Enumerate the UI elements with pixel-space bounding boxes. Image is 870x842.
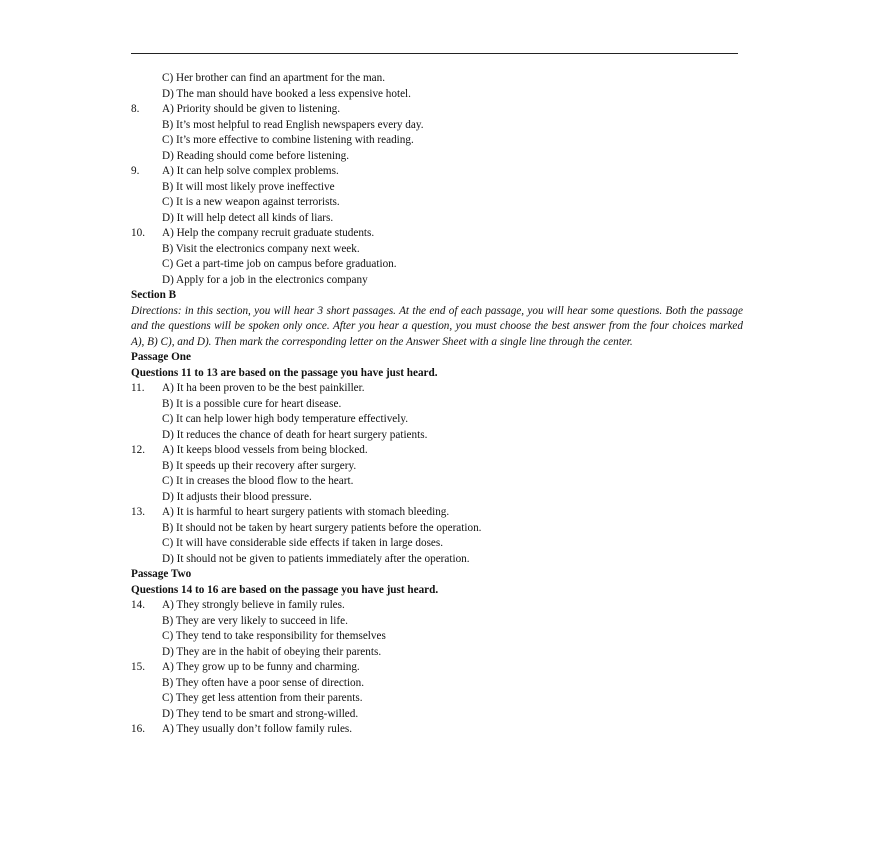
- question-number: 11.: [131, 382, 145, 394]
- option-text: D) Apply for a job in the electronics company: [162, 273, 368, 286]
- passage-intro: Questions 14 to 16 are based on the passage you have just heard.: [131, 583, 439, 596]
- option-text: B) It will most likely prove ineffective: [162, 180, 335, 193]
- option-line: [131, 707, 743, 723]
- option-text: D) Reading should come before listening.: [162, 149, 350, 162]
- question-number: 14.: [131, 599, 145, 611]
- question-number: 8.: [131, 103, 140, 115]
- option-text: B) It’s most helpful to read English newspapers every day.: [162, 118, 424, 131]
- question-9: [131, 164, 743, 180]
- option-text: A) Help the company recruit graduate students.: [162, 227, 375, 239]
- option-text: A) Priority should be given to listening.: [162, 103, 341, 115]
- passage-title: Passage Two: [131, 568, 192, 580]
- option-line: [131, 273, 743, 289]
- question-8: [131, 102, 743, 118]
- question-number: 9.: [131, 165, 140, 177]
- option-line: [131, 536, 743, 552]
- option-text: D) The man should have booked a less expensive hotel.: [162, 87, 411, 100]
- question-11: [131, 381, 743, 397]
- passage-intro: Questions 11 to 13 are based on the passage you have just heard.: [131, 366, 438, 379]
- option-line: [131, 397, 743, 413]
- option-line: [131, 133, 743, 149]
- option-line: [131, 629, 743, 645]
- question-number: 13.: [131, 506, 145, 518]
- option-line: [131, 87, 743, 103]
- option-line: [131, 149, 743, 165]
- header-rule: [131, 53, 738, 54]
- question-12: [131, 443, 743, 459]
- option-text: A) It ha been proven to be the best painkiller.: [162, 382, 365, 394]
- option-text: B) They often have a poor sense of direction.: [162, 676, 365, 689]
- question-14: [131, 598, 743, 614]
- option-text: D) They tend to be smart and strong-willed.: [162, 707, 359, 720]
- option-text: B) Visit the electronics company next week.: [162, 242, 360, 255]
- option-text: C) It’s more effective to combine listening with reading.: [162, 134, 414, 146]
- option-line: [131, 459, 743, 475]
- passage-title: Passage One: [131, 351, 191, 363]
- question-10: [131, 226, 743, 242]
- option-line: [131, 645, 743, 661]
- option-text: D) It reduces the chance of death for heart surgery patients.: [162, 428, 428, 441]
- option-text: D) They are in the habit of obeying their parents.: [162, 645, 382, 658]
- option-line: [131, 521, 743, 537]
- option-line: [131, 614, 743, 630]
- option-line: [131, 71, 743, 87]
- option-line: [131, 474, 743, 490]
- option-text: A) They usually don’t follow family rules.: [162, 723, 353, 735]
- question-15: [131, 660, 743, 676]
- option-text: D) It will help detect all kinds of liars.: [162, 211, 334, 224]
- exam-page: [131, 71, 743, 738]
- option-line: [131, 257, 743, 273]
- option-text: C) It can help lower high body temperature effectively.: [162, 413, 409, 425]
- section-heading: Section B: [131, 289, 177, 301]
- question-number: 10.: [131, 227, 145, 239]
- option-text: A) They grow up to be funny and charming.: [162, 661, 360, 673]
- option-line: [131, 211, 743, 227]
- question-number: 12.: [131, 444, 145, 456]
- option-text: C) It is a new weapon against terrorists.: [162, 196, 340, 208]
- option-line: [131, 691, 743, 707]
- question-16: [131, 722, 743, 738]
- option-text: C) They get less attention from their parents.: [162, 692, 363, 704]
- option-line: [131, 428, 743, 444]
- option-text: B) They are very likely to succeed in life.: [162, 614, 348, 627]
- option-text: A) It is harmful to heart surgery patients with stomach bleeding.: [162, 506, 450, 518]
- option-line: [131, 242, 743, 258]
- option-line: [131, 180, 743, 196]
- option-text: C) It will have considerable side effects if taken in large doses.: [162, 537, 444, 549]
- option-text: B) It should not be taken by heart surgery patients before the operation.: [162, 521, 482, 534]
- question-13: [131, 505, 743, 521]
- option-text: D) It adjusts their blood pressure.: [162, 490, 312, 503]
- question-number: 16.: [131, 723, 145, 735]
- option-line: [131, 676, 743, 692]
- option-text: C) Get a part-time job on campus before graduation.: [162, 258, 397, 270]
- option-line: [131, 195, 743, 211]
- option-line: [131, 552, 743, 568]
- option-text: C) It in creases the blood flow to the heart.: [162, 475, 354, 487]
- option-line: [131, 118, 743, 134]
- option-text: D) It should not be given to patients immediately after the operation.: [162, 552, 470, 565]
- question-number: 15.: [131, 661, 145, 673]
- option-text: A) They strongly believe in family rules.: [162, 599, 345, 611]
- option-text: C) They tend to take responsibility for themselves: [162, 630, 386, 642]
- option-text: C) Her brother can find an apartment for the man.: [162, 72, 386, 84]
- option-line: [131, 490, 743, 506]
- option-text: A) It can help solve complex problems.: [162, 165, 339, 177]
- option-text: A) It keeps blood vessels from being blocked.: [162, 444, 368, 456]
- section-directions: Directions: in this section, you will hear 3 short passages. At the end of each passage, you will hear some questions. Both the passage and the questions will be spoken only once. After you hear a question, you must choose the best answer from the four choices marked A), B) C), and D). Then mark the corresponding letter on the Answer Sheet with a single line through the center.: [131, 304, 743, 348]
- option-text: B) It is a possible cure for heart disease.: [162, 397, 342, 410]
- option-text: B) It speeds up their recovery after surgery.: [162, 459, 357, 472]
- option-line: [131, 412, 743, 428]
